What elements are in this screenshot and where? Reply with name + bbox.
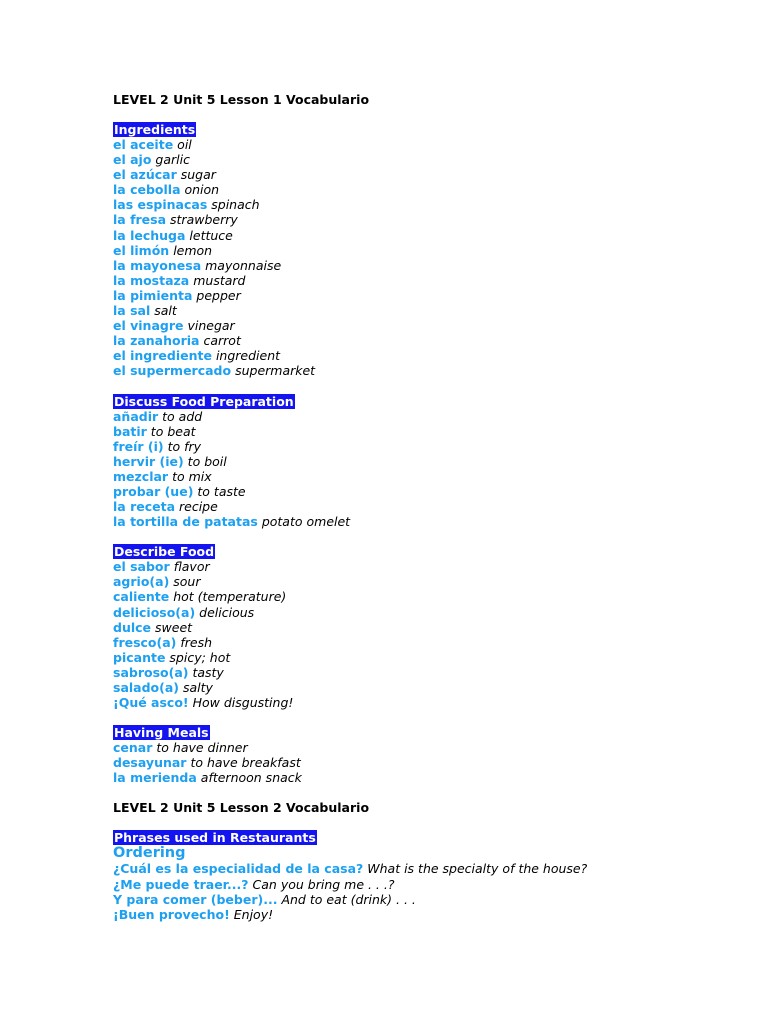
vocab-definition: fresh: [180, 634, 213, 650]
vocab-term: el aceite: [113, 137, 174, 152]
vocab-term: la mayonesa: [113, 257, 202, 273]
vocab-entry: [113, 499, 753, 514]
vocab-entry: [113, 243, 753, 258]
vocab-entry: [113, 439, 753, 454]
vocab-term: la fresa: [113, 212, 167, 228]
vocab-entry: [113, 861, 753, 876]
vocab-entry: [113, 740, 753, 755]
vocab-term: cenar: [113, 740, 153, 756]
vocab-definition: potato omelet: [261, 514, 351, 530]
vocab-definition: hot (temperature): [173, 589, 287, 605]
vocab-definition: pepper: [196, 287, 241, 303]
vocab-term: la sal: [113, 303, 151, 319]
vocab-definition: delicious: [199, 604, 255, 620]
vocab-term: caliente: [113, 589, 170, 605]
vocab-entry: [113, 695, 753, 710]
vocab-definition: to add: [162, 408, 203, 424]
vocab-entry: [113, 770, 753, 785]
section-label: Discuss Food Preparation: [114, 393, 294, 409]
vocab-term: desayunar: [113, 755, 187, 771]
vocab-definition: strawberry: [170, 212, 238, 228]
vocab-definition: vinegar: [187, 318, 235, 334]
vocab-term: el sabor: [113, 559, 170, 575]
vocab-entry: [113, 635, 753, 650]
vocab-definition: carrot: [203, 333, 241, 349]
vocab-entry: [113, 605, 753, 620]
vocab-entry: [113, 892, 753, 907]
vocab-definition: onion: [184, 182, 220, 198]
vocab-entry: [113, 514, 753, 529]
vocab-term: la mostaza: [113, 272, 190, 288]
vocab-entry: [113, 454, 753, 469]
vocab-definition: recipe: [179, 499, 218, 515]
vocab-definition: to have dinner: [156, 740, 248, 756]
section-label: Describe Food: [114, 544, 215, 560]
vocab-term: delicioso(a): [113, 604, 196, 620]
vocab-term: la lechuga: [113, 227, 186, 243]
vocab-entry: [113, 907, 753, 922]
vocab-definition: Can you bring me . . .?: [252, 876, 395, 892]
vocab-entry: [113, 228, 753, 243]
vocab-entry: [113, 589, 753, 604]
vocab-definition: lettuce: [189, 227, 233, 243]
vocab-entry: [113, 665, 753, 680]
vocab-entry: [113, 167, 753, 182]
vocab-entry: [113, 258, 753, 273]
vocab-definition: salty: [182, 680, 213, 695]
vocab-term: el ajo: [113, 152, 152, 168]
vocab-definition: Enjoy!: [233, 906, 274, 922]
vocab-definition: afternoon snack: [200, 770, 302, 786]
vocab-term: batir: [113, 423, 147, 439]
vocab-definition: mayonnaise: [205, 257, 282, 273]
vocab-entry: [113, 755, 753, 770]
vocab-definition: mustard: [193, 272, 246, 288]
vocab-definition: spinach: [211, 197, 260, 213]
vocab-term: mezclar: [113, 468, 169, 484]
vocab-entry: [113, 559, 753, 574]
vocab-term: la tortilla de patatas: [113, 514, 258, 530]
vocab-term: ¿Me puede traer...?: [113, 876, 249, 892]
vocab-entry: [113, 303, 753, 318]
vocab-definition: ingredient: [215, 348, 281, 364]
vocab-term: ¡Buen provecho!: [113, 906, 230, 922]
vocab-term: probar (ue): [113, 483, 194, 499]
vocab-entry: [113, 333, 753, 348]
vocab-term: el azúcar: [113, 167, 177, 183]
vocab-definition: to beat: [150, 423, 196, 439]
vocab-definition: to fry: [167, 438, 202, 454]
vocab-term: fresco(a): [113, 634, 177, 650]
vocab-definition: And to eat (drink) . . .: [281, 891, 416, 907]
vocab-term: ¿Cuál es la especialidad de la casa?: [113, 861, 364, 877]
vocab-term: sabroso(a): [113, 664, 189, 680]
lesson2-title: LEVEL 2 Unit 5 Lesson 2 Vocabulario: [113, 800, 370, 816]
lesson1-sections: [113, 122, 753, 800]
subsection-label: Ordering: [113, 845, 186, 862]
vocabulary-document: [113, 92, 753, 922]
vocab-definition: lemon: [173, 242, 213, 258]
vocab-definition: to have breakfast: [190, 755, 301, 771]
vocab-term: la zanahoria: [113, 333, 200, 349]
vocab-term: agrio(a): [113, 574, 170, 590]
vocab-term: añadir: [113, 408, 159, 424]
vocab-term: hervir (ie): [113, 453, 184, 469]
section-label: Phrases used in Restaurants: [114, 830, 316, 846]
vocab-definition: tasty: [192, 664, 224, 680]
vocab-entry: [113, 288, 753, 303]
vocab-definition: flavor: [173, 559, 210, 575]
vocab-definition: to mix: [172, 468, 212, 484]
vocab-entry: [113, 620, 753, 635]
vocab-entry: [113, 212, 753, 227]
vocab-term: Y para comer (beber)...: [113, 891, 278, 907]
vocab-term: freír (i): [113, 438, 164, 454]
vocab-term: las espinacas: [113, 197, 208, 213]
vocab-definition: oil: [177, 137, 192, 152]
vocab-term: el ingrediente: [113, 348, 212, 364]
vocab-definition: spicy; hot: [169, 649, 231, 665]
vocab-definition: salt: [154, 303, 177, 319]
lesson2-items: [113, 861, 753, 921]
vocab-entry: [113, 877, 753, 892]
vocab-entry: [113, 484, 753, 499]
vocab-entry: [113, 197, 753, 212]
vocab-term: la receta: [113, 499, 176, 515]
vocab-entry: [113, 469, 753, 484]
vocab-definition: sweet: [155, 619, 193, 635]
vocab-term: picante: [113, 649, 166, 665]
vocab-entry: [113, 273, 753, 288]
vocab-entry: [113, 409, 753, 424]
vocab-term: dulce: [113, 619, 152, 635]
vocab-definition: What is the specialty of the house?: [367, 861, 588, 877]
vocab-entry: [113, 182, 753, 197]
section-label: Ingredients: [114, 122, 196, 137]
vocab-definition: to taste: [197, 483, 246, 499]
vocab-term: ¡Qué asco!: [113, 695, 189, 711]
vocab-entry: [113, 152, 753, 167]
vocab-term: salado(a): [113, 680, 179, 695]
vocab-definition: sugar: [180, 167, 216, 183]
vocab-entry: [113, 650, 753, 665]
lesson1-title: LEVEL 2 Unit 5 Lesson 1 Vocabulario: [113, 92, 370, 107]
vocab-entry: [113, 348, 753, 363]
vocab-term: el limón: [113, 242, 170, 258]
vocab-definition: garlic: [155, 152, 190, 168]
vocab-entry: [113, 574, 753, 589]
vocab-term: la merienda: [113, 770, 197, 786]
vocab-term: la pimienta: [113, 287, 193, 303]
vocab-entry: [113, 137, 753, 152]
section-label: Having Meals: [114, 725, 209, 741]
vocab-definition: How disgusting!: [192, 695, 294, 711]
vocab-entry: [113, 680, 753, 695]
vocab-entry: [113, 363, 753, 378]
vocab-entry: [113, 318, 753, 333]
vocab-term: la cebolla: [113, 182, 181, 198]
vocab-term: el supermercado: [113, 363, 232, 379]
vocab-definition: sour: [173, 574, 201, 590]
vocab-entry: [113, 424, 753, 439]
vocab-term: el vinagre: [113, 318, 184, 334]
vocab-definition: supermarket: [235, 363, 316, 379]
vocab-definition: to boil: [187, 453, 227, 469]
